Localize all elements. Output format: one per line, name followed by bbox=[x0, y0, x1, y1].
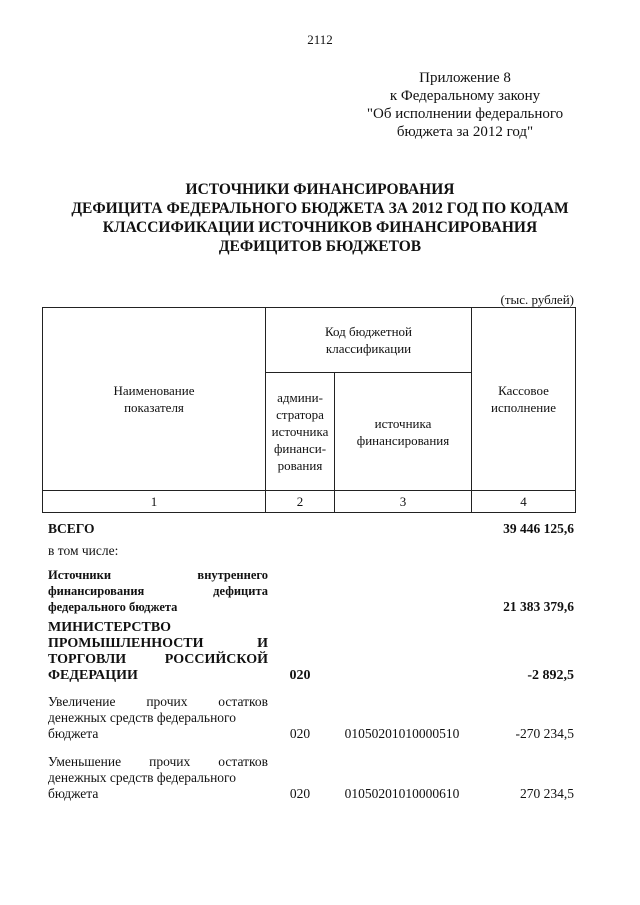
row-amount: 39 446 125,6 bbox=[503, 521, 574, 536]
row-amount: -270 234,5 bbox=[515, 726, 574, 741]
document-title bbox=[40, 180, 600, 256]
row-name: Уменьшение прочих остатков денежных средств федерального бюджета bbox=[48, 754, 268, 801]
title-line: ДЕФИЦИТОВ БЮДЖЕТОВ bbox=[218, 238, 422, 255]
appendix-note bbox=[335, 69, 595, 141]
title-line: ДЕФИЦИТА ФЕДЕРАЛЬНОГО БЮДЖЕТА ЗА 2012 ГОД ПО КОДАМ bbox=[71, 200, 569, 217]
appendix-line: к Федеральному закону bbox=[389, 88, 541, 104]
row-amount: 21 383 379,6 bbox=[503, 599, 574, 614]
table-header bbox=[42, 307, 576, 513]
page-number: 2112 bbox=[307, 32, 333, 47]
row-name: МИНИСТЕРСТВО ПРОМЫШЛЕННОСТИ И ТОРГОВЛИ РОССИЙСКОЙ ФЕДЕРАЦИИ bbox=[48, 620, 268, 683]
row-name: Увеличение прочих остатков денежных средств федерального бюджета bbox=[48, 694, 268, 741]
row-name: в том числе: bbox=[48, 543, 119, 558]
row-source-code: 01050201010000610 bbox=[344, 786, 460, 801]
appendix-line: "Об исполнении федерального bbox=[366, 106, 564, 122]
units-label: (тыс. рублей) bbox=[500, 292, 574, 307]
column-header-admin: админи- стратора источника финанси- рования bbox=[266, 373, 335, 491]
title-line: ИСТОЧНИКИ ФИНАНСИРОВАНИЯ bbox=[185, 181, 455, 198]
column-number: 2 bbox=[266, 491, 335, 513]
column-header-name: Наименование показателя bbox=[43, 308, 266, 491]
column-header-code-group: Код бюджетной классификации bbox=[266, 308, 472, 373]
title-line: КЛАССИФИКАЦИИ ИСТОЧНИКОВ ФИНАНСИРОВАНИЯ bbox=[102, 219, 538, 236]
column-header-execution: Кассовое исполнение bbox=[472, 308, 576, 491]
appendix-line: Приложение 8 bbox=[419, 70, 511, 86]
row-admin-code: 020 bbox=[289, 786, 311, 801]
row-amount: -2 892,5 bbox=[527, 668, 574, 683]
column-number: 3 bbox=[335, 491, 472, 513]
column-number: 4 bbox=[472, 491, 576, 513]
row-name: Источники внутреннего финансирования дефицита федерального бюджета bbox=[48, 568, 268, 614]
row-amount: 270 234,5 bbox=[520, 786, 574, 801]
row-name: ВСЕГО bbox=[48, 521, 95, 536]
row-admin-code: 020 bbox=[289, 668, 311, 683]
column-number: 1 bbox=[43, 491, 266, 513]
row-source-code: 01050201010000510 bbox=[344, 726, 460, 741]
row-admin-code: 020 bbox=[289, 726, 311, 741]
column-header-source: источника финансирования bbox=[335, 373, 472, 491]
appendix-line: бюджета за 2012 год" bbox=[396, 124, 534, 140]
